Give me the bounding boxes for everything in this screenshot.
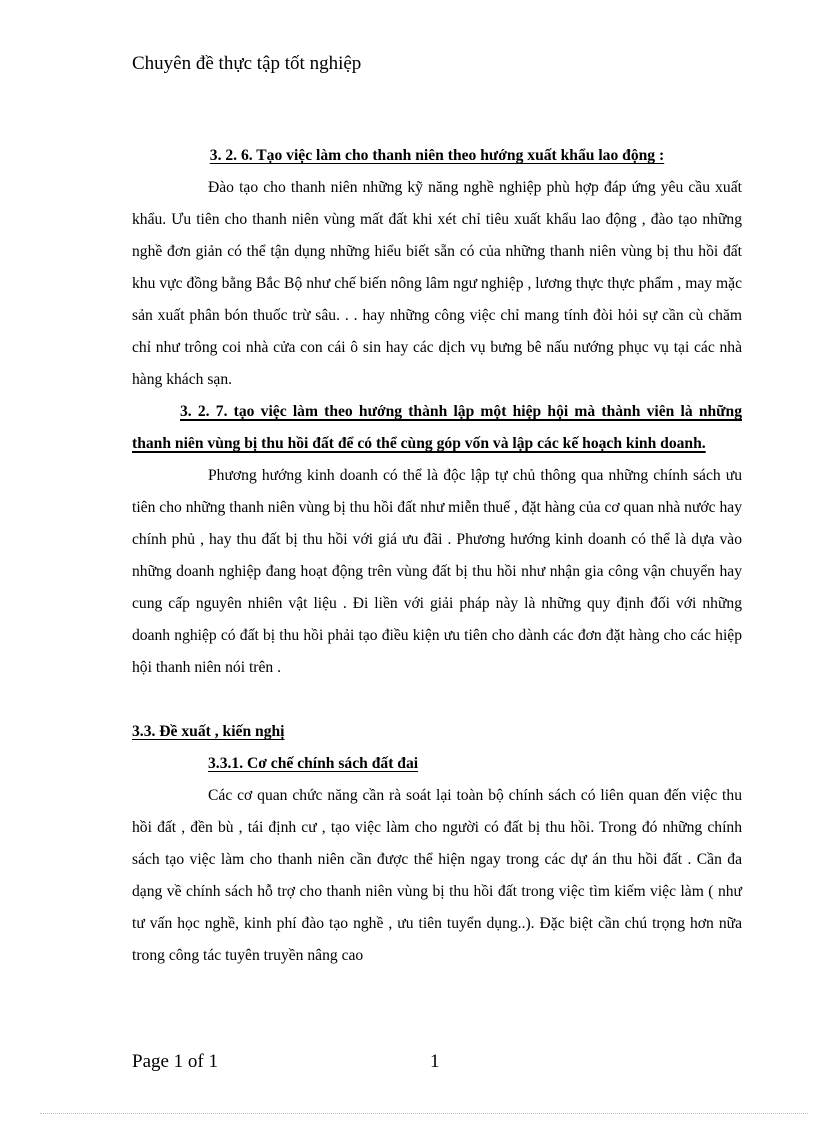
page-number: 1 (430, 1051, 440, 1072)
section-3-2-6-heading-text: 3. 2. 6. Tạo việc làm cho thanh niên theo hướng xuất khẩu lao động : (209, 147, 665, 164)
section-3-3-1-heading (132, 748, 742, 780)
section-3-2-7-heading (132, 396, 742, 460)
section-3-2-6-paragraph: Đào tạo cho thanh niên những kỹ năng nghề nghiệp phù hợp đáp ứng yêu cầu xuất khẩu. Ưu tiên cho thanh niên vùng mất đất khi xét chỉ tiêu xuất khẩu lao động , đào tạo những nghề đơn giản có thể tận dụng những hiểu biết sẵn có của những thanh niên vùng bị thu hồi đất khu vực đồng bằng Bắc Bộ như chế biến nông lâm ngư nghiệp , lương thực thực phẩm , may mặc sản xuất phân bón thuốc trừ sâu. . . hay những công việc chỉ mang tính đòi hỏi sự cần cù chăm chỉ như trông coi nhà cửa con cái ô sin hay các dịch vụ bưng bê nấu nướng phục vụ tại các nhà hàng khách sạn. (132, 179, 742, 388)
section-spacer (132, 684, 742, 716)
page-header: Chuyên đề thực tập tốt nghiệp (132, 53, 362, 74)
section-3-3-heading (132, 716, 742, 748)
section-3-2-6-heading (132, 140, 742, 172)
section-3-3-1-heading-text: 3.3.1. Cơ chế chính sách đất đai (208, 755, 419, 772)
section-3-2-7-heading-text: 3. 2. 7. tạo việc làm theo hướng thành lập một hiệp hội mà thành viên là những thanh niên vùng bị thu hồi đất để có thể cùng góp vốn và lập các kế hoạch kinh doanh. (132, 403, 742, 452)
page-bottom-divider (40, 1113, 808, 1114)
document-body (132, 140, 742, 972)
section-3-3-1-paragraph: Các cơ quan chức năng cần rà soát lại toàn bộ chính sách có liên quan đến việc thu hồi đất , đền bù , tái định cư , tạo việc làm cho người có đất bị thu hồi. Trong đó những chính sách tạo việc làm cho thanh niên cần được thể hiện ngay trong các dự án thu hồi đất . Cần đa dạng về chính sách hỗ trợ cho thanh niên vùng bị thu hồi đất trong việc tìm kiếm việc làm ( như tư vấn học nghề, kinh phí đào tạo nghề , ưu tiên tuyển dụng..). Đặc biệt cần chú trọng hơn nữa trong công tác tuyên truyền nâng cao (132, 787, 742, 964)
section-3-2-7-paragraph: Phương hướng kinh doanh có thể là độc lập tự chủ thông qua những chính sách ưu tiên cho những thanh niên vùng bị thu hồi đất như miễn thuế , đặt hàng của cơ quan nhà nước hay chính phủ , hay thu đất bị thu hồi với giá ưu đãi . Phương hướng kinh doanh có thể là dựa vào những doanh nghiệp đang hoạt động trên vùng đất bị thu hồi như nhận gia công vận chuyển hay cung cấp nguyên nhiên vật liệu . Đi liền với giải pháp này là những quy định đối với những doanh nghiệp có đất bị thu hồi phải tạo điều kiện ưu tiên cho dành các đơn đặt hàng cho các hiệp hội thanh niên nói trên . (132, 467, 743, 676)
section-3-3-heading-text: 3.3. Đề xuất , kiến nghị (132, 723, 285, 740)
page-footer-label: Page 1 of 1 (132, 1051, 219, 1072)
